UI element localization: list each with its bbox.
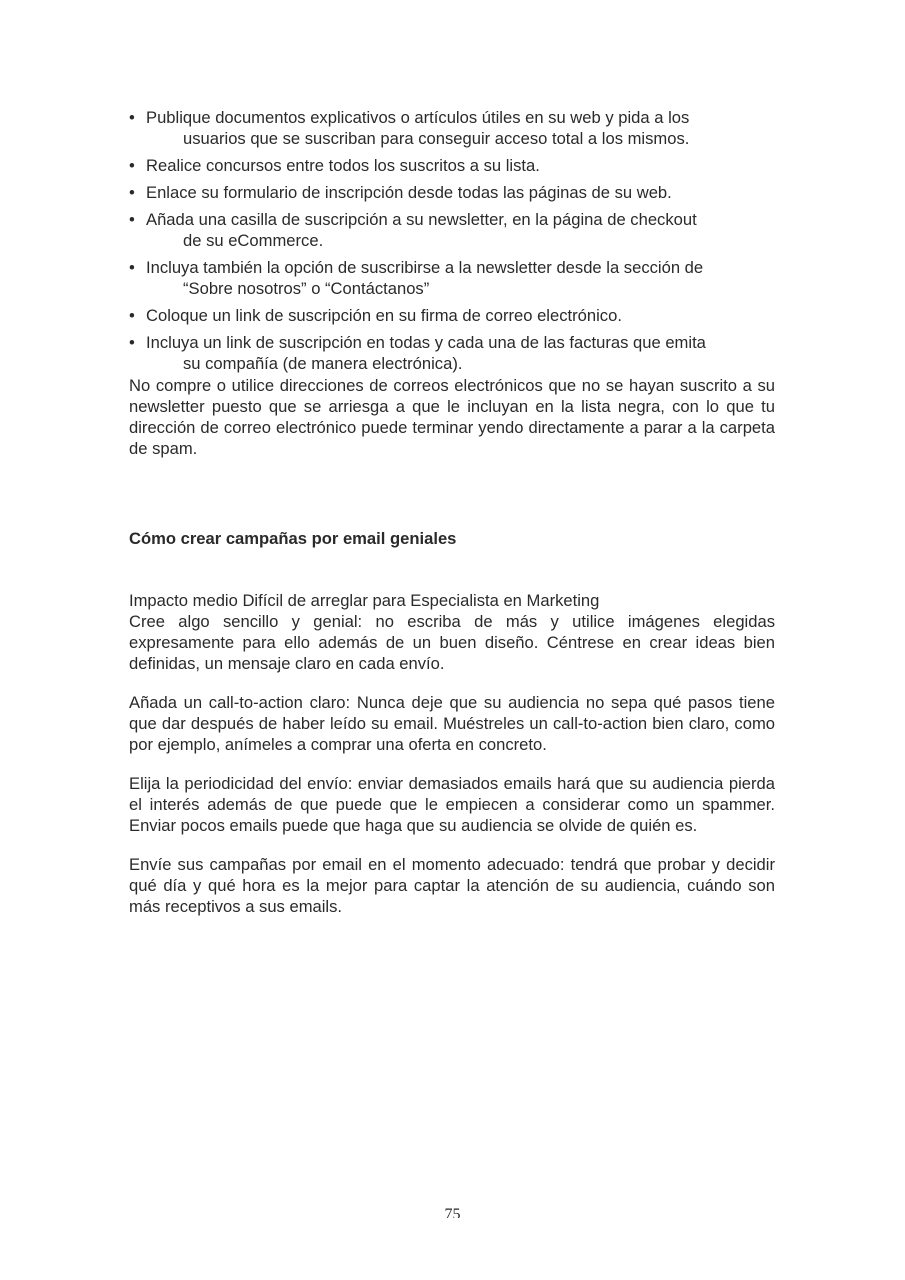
bullet-marker: • [129,258,135,277]
bullet-list [129,107,775,374]
body-paragraph: Envíe sus campañas por email en el momento adecuado: tendrá que probar y decidir qué día y qué hora es la mejor para captar la atención de su audiencia, cuándo son más receptivos a sus emails. [129,855,775,916]
bullet-marker: • [129,210,135,229]
page-number: 75 [444,1206,461,1218]
list-item [129,209,775,251]
list-item-text: Coloque un link de suscripción en su firma de correo electrónico. [146,306,622,325]
list-item [129,332,775,374]
section-body [129,590,775,935]
list-item-text: Incluya un link de suscripción en todas y cada una de las facturas que emita su compañía (de manera electrónica). [146,333,706,373]
list-item [129,182,775,203]
warning-paragraph: No compre o utilice direcciones de correos electrónicos que no se hayan suscrito a su newsletter puesto que se arriesga a que le incluyan en la lista negra, con lo que tu dirección de correo electrónico puede terminar yendo directamente a parar a la carpeta de spam. [129,376,775,458]
list-item [129,155,775,176]
list-item-text: Publique documentos explicativos o artículos útiles en su web y pida a los usuarios que se suscriban para conseguir acceso total a los mismos. [146,108,690,148]
list-item [129,107,775,149]
bullet-marker: • [129,183,135,202]
body-paragraph: Elija la periodicidad del envío: enviar demasiados emails hará que su audiencia pierda el interés además de que puede que le empiecen a considerar como un spammer. Enviar pocos emails puede que haga que su audiencia se olvide de quién es. [129,774,775,835]
bullet-marker: • [129,333,135,352]
body-paragraph: Cree algo sencillo y genial: no escriba de más y utilice imágenes elegidas expresamente para ello además de un buen diseño. Céntrese en crear ideas bien definidas, un mensaje claro en cada envío. [129,612,775,673]
list-item-text: Enlace su formulario de inscripción desde todas las páginas de su web. [146,183,672,202]
bullet-marker: • [129,156,135,175]
list-item-text: Incluya también la opción de suscribirse a la newsletter desde la sección de “Sobre nosotros” o “Contáctanos” [146,258,704,298]
bullet-marker: • [129,306,135,325]
list-item [129,305,775,326]
list-item-text: Añada una casilla de suscripción a su newsletter, en la página de checkout de su eCommerce. [146,210,697,250]
list-item [129,257,775,299]
section-heading: Cómo crear campañas por email geniales [129,529,457,548]
top-content [129,107,775,459]
list-item-text: Realice concursos entre todos los suscritos a su lista. [146,156,540,175]
body-paragraph: Añada un call-to-action claro: Nunca deje que su audiencia no sepa qué pasos tiene que dar después de haber leído su email. Muéstreles un call-to-action bien claro, como por ejemplo, anímeles a comprar una oferta en concreto. [129,693,775,754]
bullet-marker: • [129,108,135,127]
impact-line: Impacto medio Difícil de arreglar para Especialista en Marketing [129,591,600,610]
